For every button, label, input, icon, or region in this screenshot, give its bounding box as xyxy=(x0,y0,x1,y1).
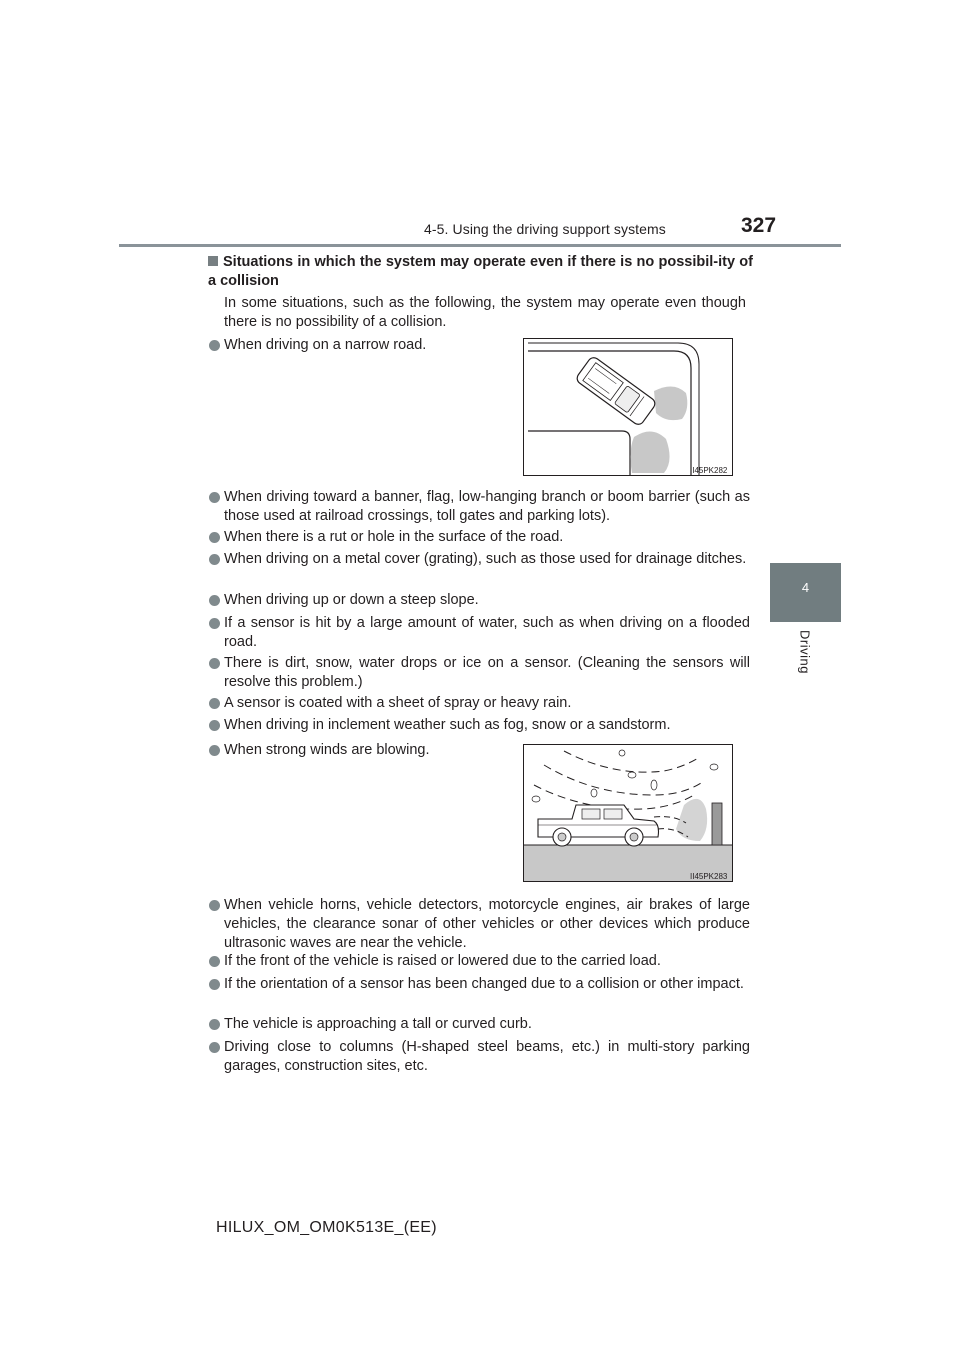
narrow-road-illustration xyxy=(523,338,733,476)
list-item-text: When driving in inclement weather such as fog, snow or a sandstorm. xyxy=(224,717,671,733)
list-item-text: When vehicle horns, vehicle detectors, motorcycle engines, air brakes of large vehicles, the clearance sonar of other vehicles or other devices which produce ultrasonic waves are near the vehicle. xyxy=(224,897,750,951)
section-title: 4-5. Using the driving support systems xyxy=(424,221,666,237)
list-item-text: A sensor is coated with a sheet of spray or heavy rain. xyxy=(224,695,572,711)
list-item-text: When driving on a metal cover (grating), such as those used for drainage ditches. xyxy=(224,551,747,567)
bullet-icon xyxy=(209,956,220,967)
list-item-text: When driving on a narrow road. xyxy=(224,337,427,353)
list-item xyxy=(209,654,750,692)
bullet-icon xyxy=(209,492,220,503)
bullet-icon xyxy=(209,1042,220,1053)
list-item-text: The vehicle is approaching a tall or curved curb. xyxy=(224,1016,532,1032)
section-intro: In some situations, such as the following, the system may operate even though there is no possibility of a collision. xyxy=(224,295,746,330)
bullet-icon xyxy=(209,979,220,990)
list-item-text: There is dirt, snow, water drops or ice on a sensor. (Cleaning the sensors will resolve this problem.) xyxy=(224,655,750,690)
bullet-icon xyxy=(209,1019,220,1030)
list-item xyxy=(209,952,750,971)
list-item xyxy=(209,336,479,355)
list-item-text: If the orientation of a sensor has been changed due to a collision or other impact. xyxy=(224,976,744,992)
list-item xyxy=(209,550,750,569)
list-item-text: Driving close to columns (H-shaped steel beams, etc.) in multi-story parking garages, construction sites, etc. xyxy=(224,1039,750,1074)
bullet-icon xyxy=(209,658,220,669)
page-number: 327 xyxy=(741,214,777,237)
chapter-tab xyxy=(770,563,841,622)
section-heading xyxy=(208,253,753,291)
bullet-icon xyxy=(209,900,220,911)
bullet-icon xyxy=(209,698,220,709)
bullet-icon xyxy=(209,618,220,629)
figure-code-strong-wind: II45PK283 xyxy=(690,872,728,881)
list-item-text: If the front of the vehicle is raised or lowered due to the carried load. xyxy=(224,953,661,969)
list-item xyxy=(209,1038,750,1076)
figure-code-narrow-road: II45PK282 xyxy=(690,466,728,475)
bullet-icon xyxy=(209,532,220,543)
list-item xyxy=(209,694,750,713)
bullet-icon xyxy=(209,595,220,606)
chapter-number: 4 xyxy=(801,580,810,595)
header-divider xyxy=(119,244,841,247)
section-heading-text: Situations in which the system may operate even if there is no possibil-ity of a collision xyxy=(208,254,753,289)
bullet-icon xyxy=(209,340,220,351)
square-bullet-icon xyxy=(208,256,218,266)
list-item xyxy=(209,975,750,994)
list-item-text: If a sensor is hit by a large amount of water, such as when driving on a flooded road. xyxy=(224,615,750,650)
list-item xyxy=(209,716,750,735)
list-item-text: When there is a rut or hole in the surface of the road. xyxy=(224,529,564,545)
narrow-road-drawing xyxy=(524,339,732,475)
list-item-text: When driving toward a banner, flag, low-hanging branch or boom barrier (such as those used at railroad crossings, toll gates and parking lots). xyxy=(224,489,750,524)
list-item xyxy=(209,488,750,526)
list-item xyxy=(209,896,750,953)
document-id: HILUX_OM_OM0K513E_(EE) xyxy=(216,1219,437,1236)
list-item xyxy=(209,614,750,652)
list-item xyxy=(209,1015,750,1034)
list-item xyxy=(209,591,750,610)
list-item-text: When strong winds are blowing. xyxy=(224,742,430,758)
list-item xyxy=(209,741,479,760)
bullet-icon xyxy=(209,554,220,565)
strong-wind-drawing xyxy=(524,745,732,881)
bullet-icon xyxy=(209,745,220,756)
list-item xyxy=(209,528,750,547)
chapter-label: Driving xyxy=(797,630,813,674)
list-item-text: When driving up or down a steep slope. xyxy=(224,592,479,608)
strong-wind-illustration xyxy=(523,744,733,882)
bullet-icon xyxy=(209,720,220,731)
